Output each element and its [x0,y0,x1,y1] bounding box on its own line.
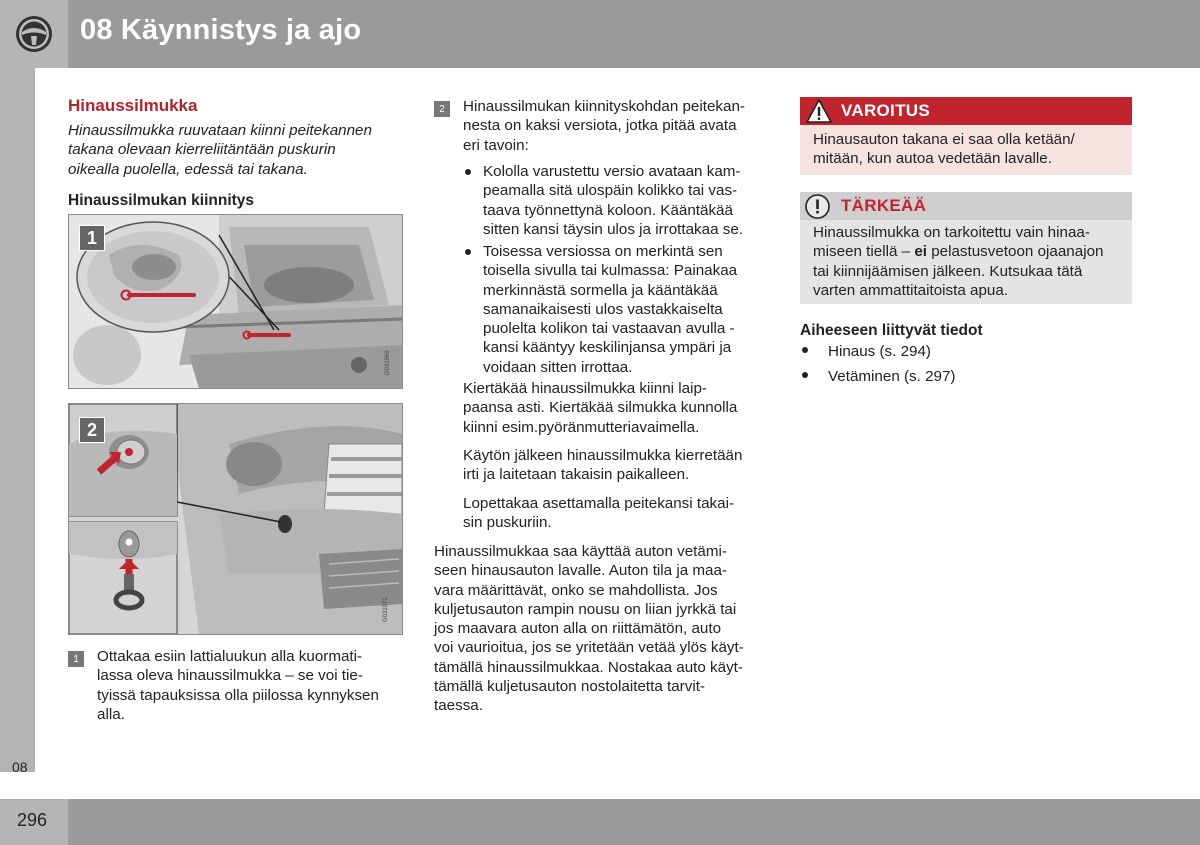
bullet-dot [465,249,471,255]
para-line: voi vaurioitua, jos se yritetään vetää ylös käyt- [434,639,744,657]
bullet-line: puolelta kolikon tai vastaavan avulla - [483,320,735,338]
warning-header [800,97,1132,125]
trunk-illustration [69,215,402,388]
important-text-part: pelastusvetoon ojaanajon [926,243,1104,261]
bullet-line: peamalla sitä ulospäin kolikko tai vas- [483,182,738,200]
para-line: taessa. [434,697,483,715]
figure1-label: 1 [79,225,105,251]
figure2-label: 2 [79,417,105,443]
step2-text [463,97,745,155]
intro-line: takana olevaan kierreliitäntään puskurin [68,141,336,159]
para-line: Lopettakaa asettamalla peitekansi takai- [463,495,735,512]
related-link-pulling[interactable]: Vetäminen (s. 297) [828,368,956,385]
page-header [0,0,1200,68]
para-line: tämällä hinaussilmukkaa. Nostakaa auto käyt- [434,658,743,676]
para-line: irti ja laitetaan takaisin paikalleen. [463,466,690,484]
figure2-code: G031971 [383,597,389,622]
bullet-line: samanaikaisesti ulos vastakkaiselta [483,300,723,318]
bullet-line: merkinnästä sormella ja kääntäkää [483,281,718,299]
figure-front-bumper [68,403,403,635]
chapter-side-tab [0,68,35,775]
step1-line: Ottakaa esiin lattialuukun alla kuormati- [97,648,363,665]
side-tab-chapter-number: 08 [12,759,28,775]
para-line: paansa asti. Kiertäkää silmukka kunnolla [463,399,738,417]
para-line: kuljetusauton rampin nousu on liian jyrkkä tai [434,600,737,618]
figure1-code: G031969 [385,350,391,375]
para-line: vara määrittävät, onko se mahdollista. Jos [434,581,718,599]
page-footer [0,799,1200,845]
related-title: Aiheeseen liittyvät tiedot [800,322,983,339]
step2-line: Hinaussilmukan kiinnityskohdan peitekan- [463,98,745,115]
step2-line: eri tavoin: [463,136,529,154]
step1-text [97,647,379,724]
step2-line: nesta on kaksi versiota, jotka pitää avata [463,117,737,135]
para-line: Hinaussilmukkaa saa käyttää auton vetämi- [434,543,727,560]
important-title: TÄRKEÄÄ [841,196,927,215]
step1-line: lassa oleva hinaussilmukka – se voi tie- [97,667,363,685]
intro-text [68,121,372,179]
paragraph-tighten [463,379,737,437]
warning-title: VAROITUS [841,101,930,120]
important-line [813,242,1103,261]
related-bullet [802,372,808,378]
exclamation-circle-icon [804,193,831,220]
bullet-line: kansi kääntyy keskilinjansa ympäri ja [483,339,732,357]
step1-line: alla. [97,705,125,723]
intro-line: Hinaussilmukka ruuvataan kiinni peitekannen [68,122,372,139]
bullet-line: Kololla varustettu versio avataan kam- [483,163,741,180]
footer-number-box [0,799,68,845]
figure-trunk-tow-eye [68,214,403,389]
para-line: Kiertäkää hinaussilmukka kiinni laip- [463,380,707,397]
important-header [800,192,1132,220]
section-title: Hinaussilmukka [68,96,198,115]
bullet-item [483,162,743,239]
paragraph-towing [434,542,744,716]
warning-box [800,97,1132,175]
step1-line: tyissä tapauksissa olla piilossa kynnyksen [97,686,379,704]
sub-heading: Hinaussilmukan kiinnitys [68,192,255,209]
bullet-dot [465,169,471,175]
warning-line: Hinausauton takana ei saa olla ketään/ [813,131,1075,148]
paragraph-finish [463,494,734,533]
header-icon-box [0,0,68,68]
important-line: Hinaussilmukka on tarkoitettu vain hinaa- [813,224,1090,241]
related-link-towing[interactable]: Hinaus (s. 294) [828,343,931,360]
important-text-part: miseen tiellä – [813,243,915,261]
intro-line: oikealla puolella, edessä tai takana. [68,160,308,178]
page-number: 296 [17,810,48,830]
para-line: Käytön jälkeen hinaussilmukka kierretään [463,447,743,464]
para-line: kiinni esim.pyöränmutteriavaimella. [463,418,700,436]
important-line: varten ammattitaitoista apua. [813,281,1009,299]
steering-wheel-icon [14,14,54,54]
warning-triangle-icon [806,98,832,124]
bullet-line: sitten kansi täysin ulos ja irrottakaa se. [483,220,743,238]
para-line: seen hinausauton lavalle. Auton tila ja maa- [434,562,727,580]
paragraph-after-use [463,446,742,485]
para-line: jos maavara auton alla on riittämätön, auto [434,620,722,638]
related-bullet [802,347,808,353]
bullet-line: Toisessa versiossa on merkintä sen [483,243,723,260]
bullet-line: toisella sivulla tai kulmassa: Painakaa [483,262,738,280]
chapter-title: 08 Käynnistys ja ajo [80,14,362,46]
bumper-illustration [69,404,402,634]
important-text [813,223,1103,300]
step1-number: 1 [68,651,84,667]
bullet-item [483,242,737,377]
important-box [800,192,1132,304]
important-emphasis: ei [914,243,927,261]
bullet-line: voidaan sitten irrottaa. [483,358,633,376]
para-line: sin puskuriin. [463,514,552,532]
para-line: tämällä kuljetusauton nostolaitetta tarvit- [434,678,705,696]
important-line: tai kiinnijäämisen jälkeen. Kutsukaa tätä [813,262,1083,280]
step2-number: 2 [434,101,450,117]
bullet-line: taava työnnettynä koloon. Kääntäkää [483,201,733,219]
warning-text [813,130,1075,169]
warning-line: mitään, kun autoa vedetään lavalle. [813,150,1052,168]
